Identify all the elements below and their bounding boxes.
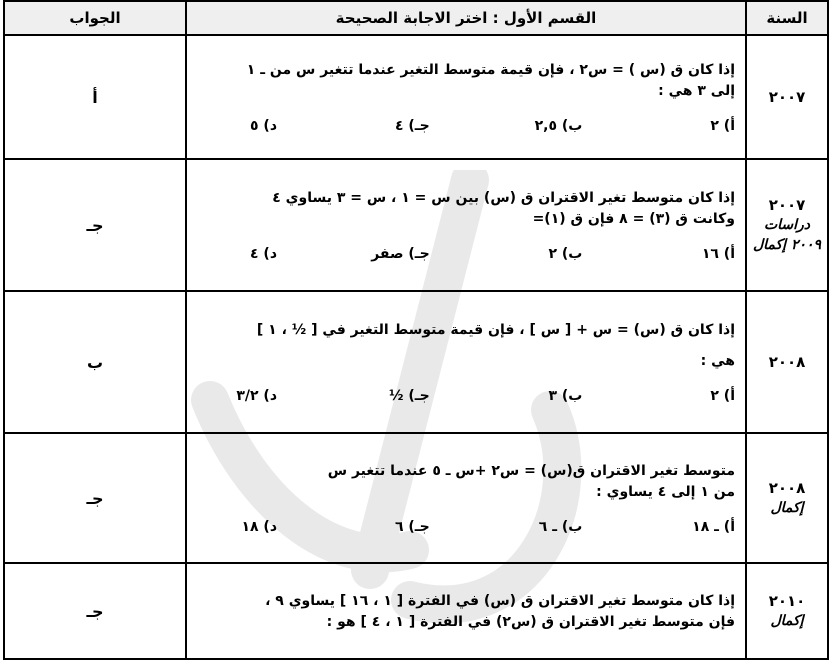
exam-mode-label: إكمال	[770, 500, 804, 516]
option-c: جـ) ٤	[394, 117, 430, 134]
table-header-row	[4, 1, 828, 35]
table-row	[4, 433, 828, 563]
option-b: ب) ٢,٥	[534, 117, 583, 134]
option-b: ب) ـ ٦	[538, 518, 583, 535]
question-line: إذا كان ق (س) = س + [ س ] ، فإن قيمة متوسط التغير في [ ½ ، ١ ]	[256, 321, 735, 338]
year-label: ٢٠٠٨	[768, 479, 806, 497]
header-answer: الجواب	[4, 1, 186, 35]
answer-cell: جـ	[4, 433, 186, 563]
question-line: إلى ٣ هي :	[658, 82, 735, 99]
option-b: ب) ٢	[548, 245, 583, 262]
option-a: أ) ٢	[710, 387, 735, 404]
year-cell	[746, 159, 828, 291]
question-line: من ١ إلى ٤ يساوي :	[596, 483, 735, 500]
year-cell	[746, 433, 828, 563]
table-row	[4, 35, 828, 159]
answer-cell: جـ	[4, 563, 186, 659]
year-cell	[746, 563, 828, 659]
question-line: فإن متوسط تغير الاقتران ق (س٢) في الفترة [ ١ ، ٤ ] هو :	[326, 614, 735, 630]
option-a: أ) ٢	[710, 117, 735, 134]
options-row	[197, 386, 735, 407]
options-row	[197, 517, 735, 538]
year-label: ٢٠٠٧	[768, 196, 806, 214]
options-row	[197, 116, 735, 137]
option-a: أ) ١٦	[701, 245, 735, 262]
year-label: ٢٠١٠	[768, 592, 806, 610]
question-line: هي :	[700, 352, 735, 369]
question-cell	[186, 291, 746, 433]
option-b: ب) ٣	[548, 387, 583, 404]
option-d: د) ٣/٢	[236, 387, 278, 404]
question-line: إذا كان متوسط تغير الاقتران ق (س) في الفترة [ ١ ، ١٦ ] يساوي ٩ ،	[265, 593, 735, 609]
options-row	[197, 244, 735, 265]
answer-cell: ب	[4, 291, 186, 433]
year-cell	[746, 291, 828, 433]
year-cell	[746, 35, 828, 159]
question-line: متوسط تغير الاقتران ق(س) = س٢ +س ـ ٥ عندما تتغير س	[327, 462, 735, 479]
questions-table	[3, 0, 829, 660]
answer-cell: جـ	[4, 159, 186, 291]
option-d: د) ١٨	[241, 518, 278, 535]
option-d: د) ٤	[250, 245, 278, 262]
year-label: ٢٠٠٧	[768, 88, 806, 106]
question-cell	[186, 433, 746, 563]
exam-mode-label: دراسات ٢٠٠٩ إكمال	[752, 217, 822, 253]
question-cell	[186, 35, 746, 159]
header-year: السنة	[746, 1, 828, 35]
header-section: القسم الأول : اختر الاجابة الصحيحة	[186, 1, 746, 35]
year-label: ٢٠٠٨	[768, 353, 806, 371]
option-c: جـ) ٦	[394, 518, 430, 535]
option-d: د) ٥	[250, 117, 278, 134]
question-line: إذا كان ق (س ) = س٢ ، فإن قيمة متوسط التغير عندما تتغير س من ـ ١	[246, 61, 735, 78]
answer-cell: أ	[4, 35, 186, 159]
question-cell	[186, 159, 746, 291]
question-cell	[186, 563, 746, 659]
question-line: إذا كان متوسط تغير الاقتران ق (س) بين س = ١ ، س = ٣ يساوي ٤	[272, 189, 735, 206]
table-row	[4, 159, 828, 291]
option-a: أ) ـ ١٨	[692, 518, 735, 535]
table-row	[4, 563, 828, 659]
option-c: جـ) ½	[389, 387, 430, 404]
table-row	[4, 291, 828, 433]
question-line: وكانت ق (٣) = ٨ فإن ق (١)=	[532, 210, 735, 227]
exam-mode-label: إكمال	[770, 613, 804, 629]
option-c: جـ) صفر	[371, 245, 430, 262]
